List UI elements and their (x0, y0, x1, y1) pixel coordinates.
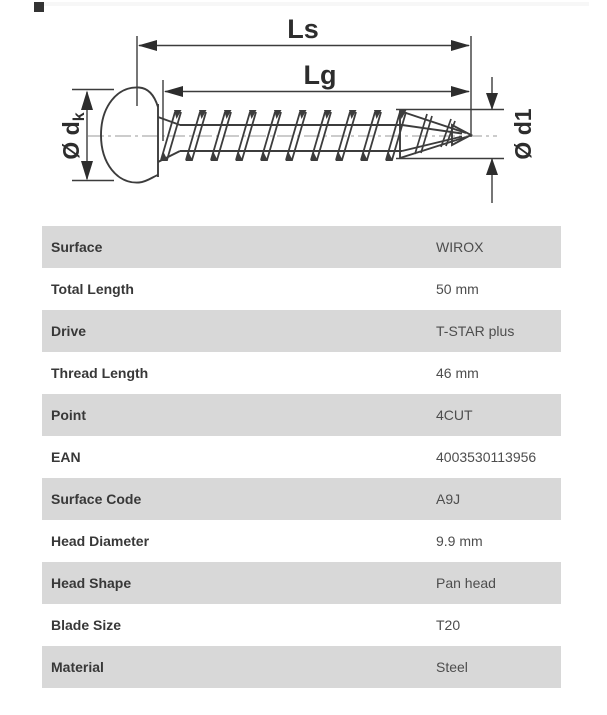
head-diameter-label-main: Ø d (58, 121, 84, 160)
spec-label: Point (51, 407, 86, 423)
spec-label: Head Shape (51, 575, 132, 591)
spec-label: EAN (51, 449, 81, 465)
head-diameter-label-sub: k (71, 112, 88, 122)
table-row (42, 604, 561, 646)
spec-value: 4CUT (436, 407, 473, 423)
dimension-ls-label: Ls (287, 14, 319, 44)
spec-label: Drive (51, 323, 87, 339)
spec-value: 9.9 mm (436, 533, 483, 549)
spec-table (42, 226, 561, 688)
screw-diagram-svg (0, 0, 607, 226)
spec-value: A9J (436, 491, 461, 507)
table-row (42, 478, 561, 520)
table-row (42, 226, 561, 268)
dimension-lg-label: Lg (303, 60, 337, 90)
spec-value: Pan head (436, 575, 496, 591)
spec-label: Surface Code (51, 491, 142, 507)
spec-value: WIROX (436, 239, 484, 255)
spec-value: 46 mm (436, 365, 479, 381)
spec-value: 4003530113956 (436, 449, 537, 465)
table-row (42, 352, 561, 394)
table-row (42, 562, 561, 604)
spec-value: T-STAR plus (436, 323, 515, 339)
spec-label: Head Diameter (51, 533, 150, 549)
table-row (42, 394, 561, 436)
table-row (42, 436, 561, 478)
spec-value: Steel (436, 659, 468, 675)
table-row (42, 310, 561, 352)
spec-label: Surface (51, 239, 103, 255)
screw-outline (101, 87, 471, 182)
table-row (42, 268, 561, 310)
spec-value: 50 mm (436, 281, 479, 297)
thread-diameter-label: Ø d1 (510, 108, 536, 160)
spec-label: Thread Length (51, 365, 149, 381)
screw-technical-drawing (0, 0, 607, 226)
head-diameter-label (58, 112, 88, 159)
spec-label: Blade Size (51, 617, 122, 633)
spec-value: T20 (436, 617, 461, 633)
table-row (42, 646, 561, 688)
table-row (42, 520, 561, 562)
spec-label: Total Length (51, 281, 134, 297)
spec-label: Material (51, 659, 104, 675)
